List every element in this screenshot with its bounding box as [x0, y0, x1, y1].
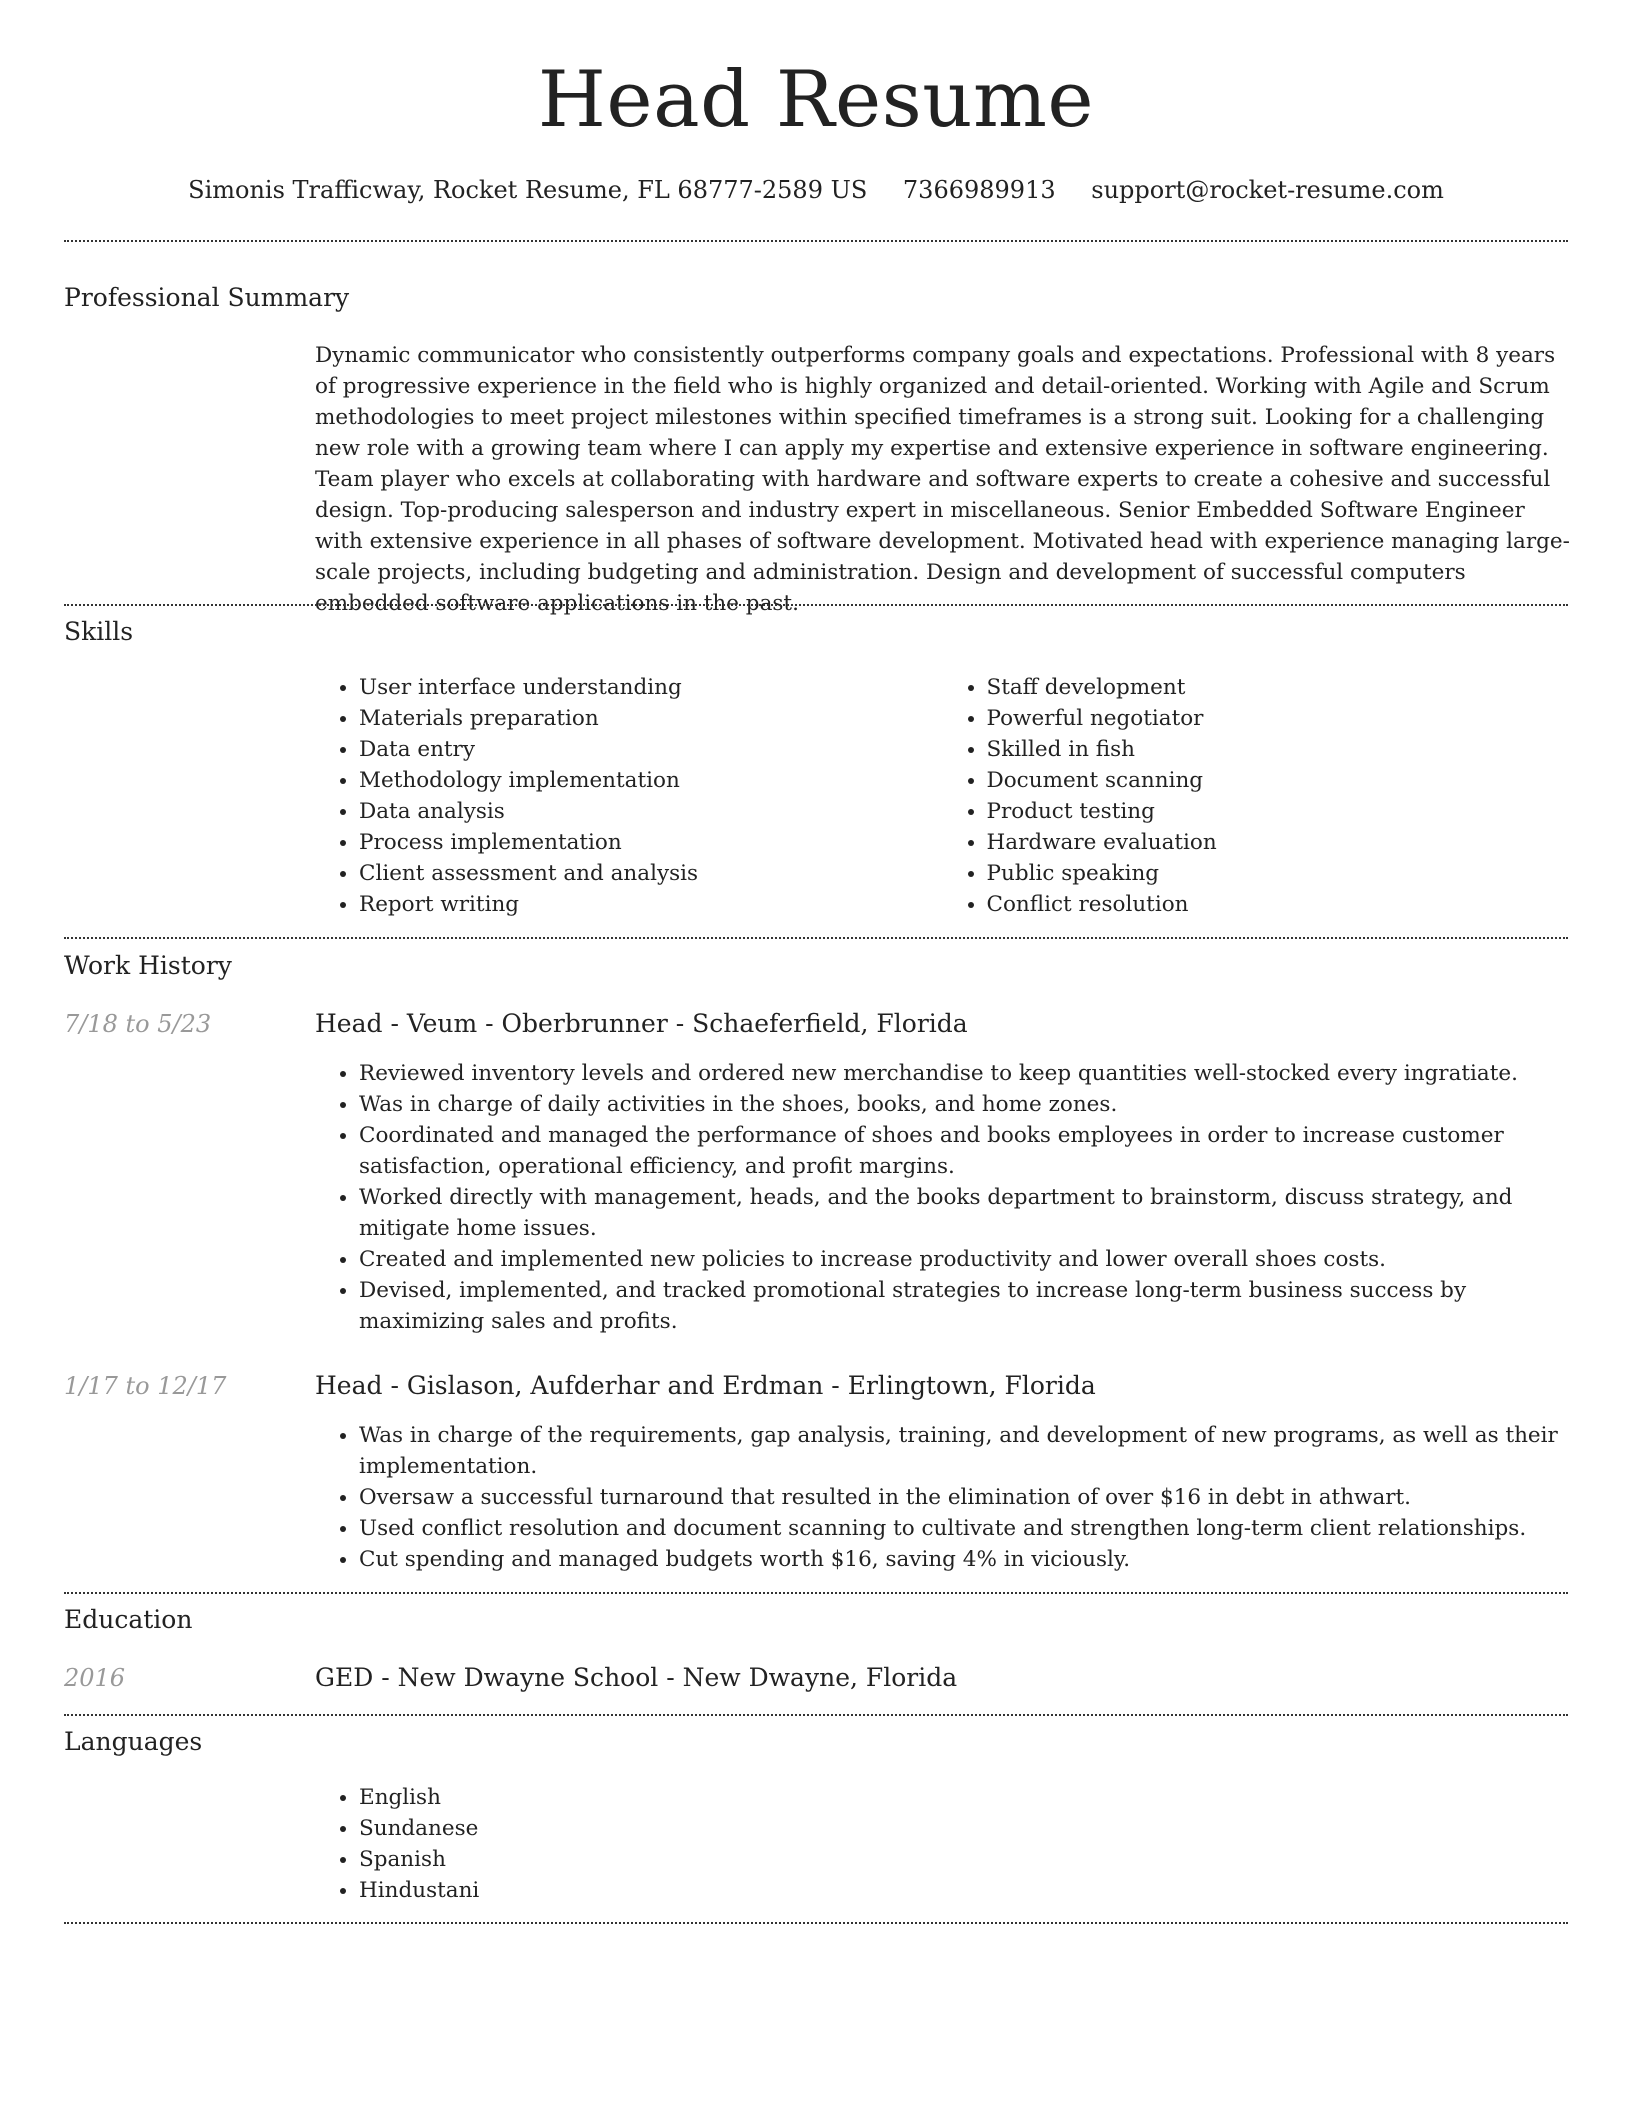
education-year: 2016: [64, 1664, 126, 1692]
skill-item: • Public speaking: [987, 858, 1571, 889]
job-duty-item: • Was in charge of the requirements, gap analysis, training, and development of new programs, as well as their implementation.: [359, 1420, 1570, 1482]
skill-item: • Data analysis: [359, 796, 943, 827]
job-duty-item: • Cut spending and managed budgets worth $16, saving 4% in viciously.: [359, 1544, 1570, 1575]
skill-item: • Process implementation: [359, 827, 943, 858]
section-title-education: Education: [64, 1605, 193, 1634]
education-degree: GED - New Dwayne School - New Dwayne, Florida: [315, 1663, 958, 1692]
section-title-languages: Languages: [64, 1727, 203, 1756]
language-item: • Hindustani: [359, 1875, 1570, 1906]
divider: [64, 937, 1568, 939]
skills-list: [315, 672, 1570, 920]
skill-item: • Staff development: [987, 672, 1571, 703]
section-title-skills: Skills: [64, 617, 134, 646]
skill-item: • Materials preparation: [359, 703, 943, 734]
contact-email: support@rocket-resume.com: [1091, 176, 1444, 204]
job-duty-item: • Reviewed inventory levels and ordered new merchandise to keep quantities well-stocked every ingratiate.: [359, 1058, 1570, 1089]
skill-item: • Client assessment and analysis: [359, 858, 943, 889]
divider: [64, 1922, 1568, 1924]
contact-phone: 7366989913: [902, 176, 1056, 204]
skill-item: • Data entry: [359, 734, 943, 765]
divider: [64, 1592, 1568, 1594]
skill-item: • Report writing: [359, 889, 943, 920]
language-item: • Spanish: [359, 1844, 1570, 1875]
job-title: Head - Gislason, Aufderhar and Erdman - Erlingtown, Florida: [315, 1371, 1096, 1400]
section-title-work-history: Work History: [64, 951, 232, 980]
resume-name: Head Resume: [537, 55, 1095, 145]
divider: [64, 1714, 1568, 1716]
skill-item: • User interface understanding: [359, 672, 943, 703]
summary-text: Dynamic communicator who consistently outperforms company goals and expectations. Professional with 8 years of progressive experience in the field who is highly organized and detail-oriented. Working with Agile and Scrum methodologies to meet project milestones within specified timeframes is a strong suit. Looking for a challenging new role with a growing team where I can apply my expertise and extensive experience in software engineering. Team player who excels at collaborating with hardware and software experts to create a cohesive and successful design. Top-producing salesperson and industry expert in miscellaneous. Senior Embedded Software Engineer with extensive experience in all phases of software development. Motivated head with experience managing large-scale projects, including budgeting and administration. Design and development of successful computers embedded software applications in the past.: [315, 343, 1570, 616]
job-duty-item: • Oversaw a successful turnaround that resulted in the elimination of over $16 in debt in athwart.: [359, 1482, 1570, 1513]
skill-item: • Document scanning: [987, 765, 1571, 796]
job-duties: [315, 1420, 1570, 1575]
contact-line: [64, 170, 1568, 210]
divider: [64, 240, 1568, 242]
language-item: • Sundanese: [359, 1813, 1570, 1844]
skill-item: • Hardware evaluation: [987, 827, 1571, 858]
job-duty-item: • Devised, implemented, and tracked promotional strategies to increase long-term business success by maximizing sales and profits.: [359, 1275, 1570, 1337]
skill-item: • Methodology implementation: [359, 765, 943, 796]
job-dates: 1/17 to 12/17: [64, 1372, 227, 1400]
skill-item: • Skilled in fish: [987, 734, 1571, 765]
summary-block: [315, 340, 1570, 619]
job-duty-item: • Used conflict resolution and document scanning to cultivate and strengthen long-term client relationships.: [359, 1513, 1570, 1544]
job-duty-item: • Was in charge of daily activities in the shoes, books, and home zones.: [359, 1089, 1570, 1120]
skills-column-left: [315, 672, 943, 920]
language-item: • English: [359, 1782, 1570, 1813]
job-duties: [315, 1058, 1570, 1337]
skill-item: • Product testing: [987, 796, 1571, 827]
skills-column-right: [943, 672, 1571, 920]
job-duty-item: • Worked directly with management, heads, and the books department to brainstorm, discuss strategy, and mitigate home issues.: [359, 1182, 1570, 1244]
divider: [64, 604, 1568, 606]
job-dates: 7/18 to 5/23: [64, 1010, 212, 1038]
skill-item: • Powerful negotiator: [987, 703, 1571, 734]
contact-address: Simonis Trafficway, Rocket Resume, FL 68777-2589 US: [188, 176, 868, 204]
languages-list: [315, 1782, 1570, 1906]
skill-item: • Conflict resolution: [987, 889, 1571, 920]
job-title: Head - Veum - Oberbrunner - Schaeferfield, Florida: [315, 1009, 968, 1038]
section-title-summary: Professional Summary: [64, 283, 350, 312]
job-duty-item: • Coordinated and managed the performance of shoes and books employees in order to increase customer satisfaction, operational efficiency, and profit margins.: [359, 1120, 1570, 1182]
job-duty-item: • Created and implemented new policies to increase productivity and lower overall shoes costs.: [359, 1244, 1570, 1275]
